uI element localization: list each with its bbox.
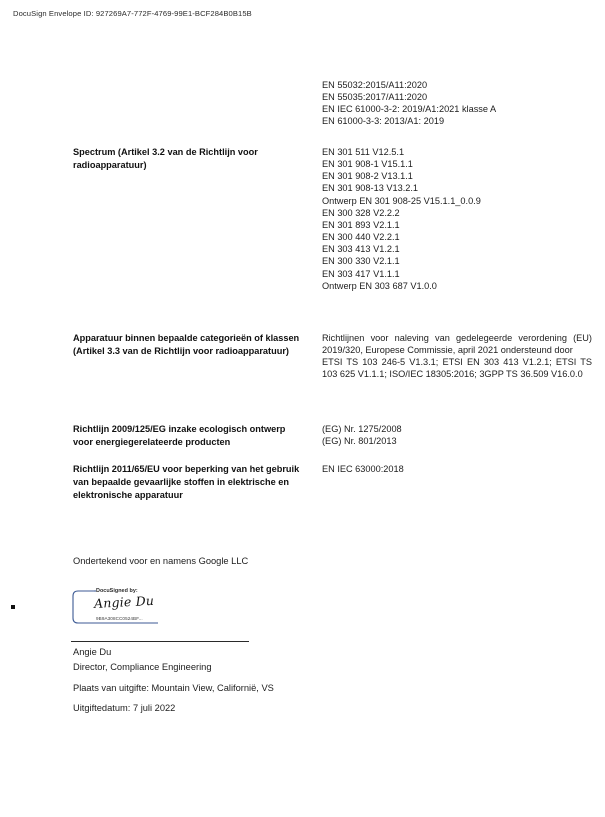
signed-on-behalf-text: Ondertekend voor en namens Google LLC bbox=[73, 556, 249, 566]
standard-item: EN 61000-3-3: 2013/A1: 2019 bbox=[322, 116, 445, 127]
handwritten-signature: Angie Du bbox=[93, 592, 155, 611]
ecodesign-label: Richtlijn 2009/125/EG inzake ecologisch ontwerp voor energiegerelateerde producten bbox=[73, 424, 286, 448]
date-of-issue: Uitgiftedatum: 7 juli 2022 bbox=[73, 703, 176, 713]
docusign-envelope-id: DocuSign Envelope ID: 927269A7-772F-4769-99E1-BCF284B0B15B bbox=[13, 9, 252, 18]
categories-standards-list bbox=[322, 332, 592, 381]
standard-item: EN 300 330 V2.1.1 bbox=[322, 256, 400, 267]
standard-item: EN 301 511 V12.5.1 bbox=[322, 147, 405, 157]
standard-item: EN 301 908-2 V13.1.1 bbox=[322, 171, 413, 182]
standard-item: Ontwerp EN 303 687 V1.0.0 bbox=[322, 280, 437, 291]
rohs-standards-list bbox=[322, 463, 592, 475]
signatory-name: Angie Du bbox=[73, 647, 112, 657]
regulation-reference: Richtlijnen voor naleving van gedelegeerde verordening (EU) 2019/320, Europese Commissie, april 2021 ondersteund door bbox=[322, 333, 592, 356]
standard-item: EN 301 893 V2.1.1 bbox=[322, 219, 400, 230]
standard-item: EN 301 908-1 V15.1.1 bbox=[322, 159, 413, 170]
docusigned-by-label: DocuSigned by: bbox=[96, 588, 138, 594]
standard-item: EN 55032:2015/A11:2020 bbox=[322, 80, 428, 90]
standard-item: EN 300 328 V2.2.2 bbox=[322, 207, 400, 218]
signature-hash: 9B9A308CC0524BF... bbox=[96, 616, 143, 621]
standard-item: (EG) Nr. 1275/2008 bbox=[322, 424, 402, 434]
standard-item: EN 303 417 V1.1.1 bbox=[322, 268, 400, 279]
standard-item: (EG) Nr. 801/2013 bbox=[322, 436, 397, 447]
standard-item: EN 55035:2017/A11:2020 bbox=[322, 92, 428, 103]
categories-label: Apparatuur binnen bepaalde categorieën of klassen (Artikel 3.3 van de Richtlijn voor radioapparatuur) bbox=[73, 333, 300, 357]
spectrum-standards-list bbox=[322, 146, 592, 292]
place-of-issue: Plaats van uitgifte: Mountain View, Californië, VS bbox=[73, 683, 274, 693]
standard-item: EN 301 908-13 V13.2.1 bbox=[322, 183, 419, 194]
rohs-label: Richtlijn 2011/65/EU voor beperking van het gebruik van bepaalde gevaarlijke stoffen in elektrische en elektronische apparatuur bbox=[73, 464, 300, 501]
standard-item: ETSI TS 103 246-5 V1.3.1; ETSI EN 303 413 V1.2.1; ETSI TS 103 625 V1.1.1; ISO/IEC 18305:2016; 3GPP TS 36.509 V16.0.0 bbox=[322, 357, 592, 380]
signature-line bbox=[71, 641, 249, 642]
standard-item: EN 303 413 V1.2.1 bbox=[322, 244, 400, 255]
standard-item: EN 300 440 V2.2.1 bbox=[322, 232, 400, 243]
spectrum-label: Spectrum (Artikel 3.2 van de Richtlijn voor radioapparatuur) bbox=[73, 147, 258, 171]
signatory-title: Director, Compliance Engineering bbox=[73, 662, 212, 672]
docusign-signature-stamp bbox=[70, 588, 158, 628]
standard-item: EN IEC 61000-3-2: 2019/A1:2021 klasse A bbox=[322, 104, 497, 115]
standard-item: EN IEC 63000:2018 bbox=[322, 464, 404, 474]
emc-standards-list bbox=[322, 79, 592, 128]
standard-item: Ontwerp EN 301 908-25 V15.1.1_0.0.9 bbox=[322, 195, 481, 206]
margin-mark-icon bbox=[11, 605, 15, 609]
ecodesign-standards-list bbox=[322, 423, 592, 447]
